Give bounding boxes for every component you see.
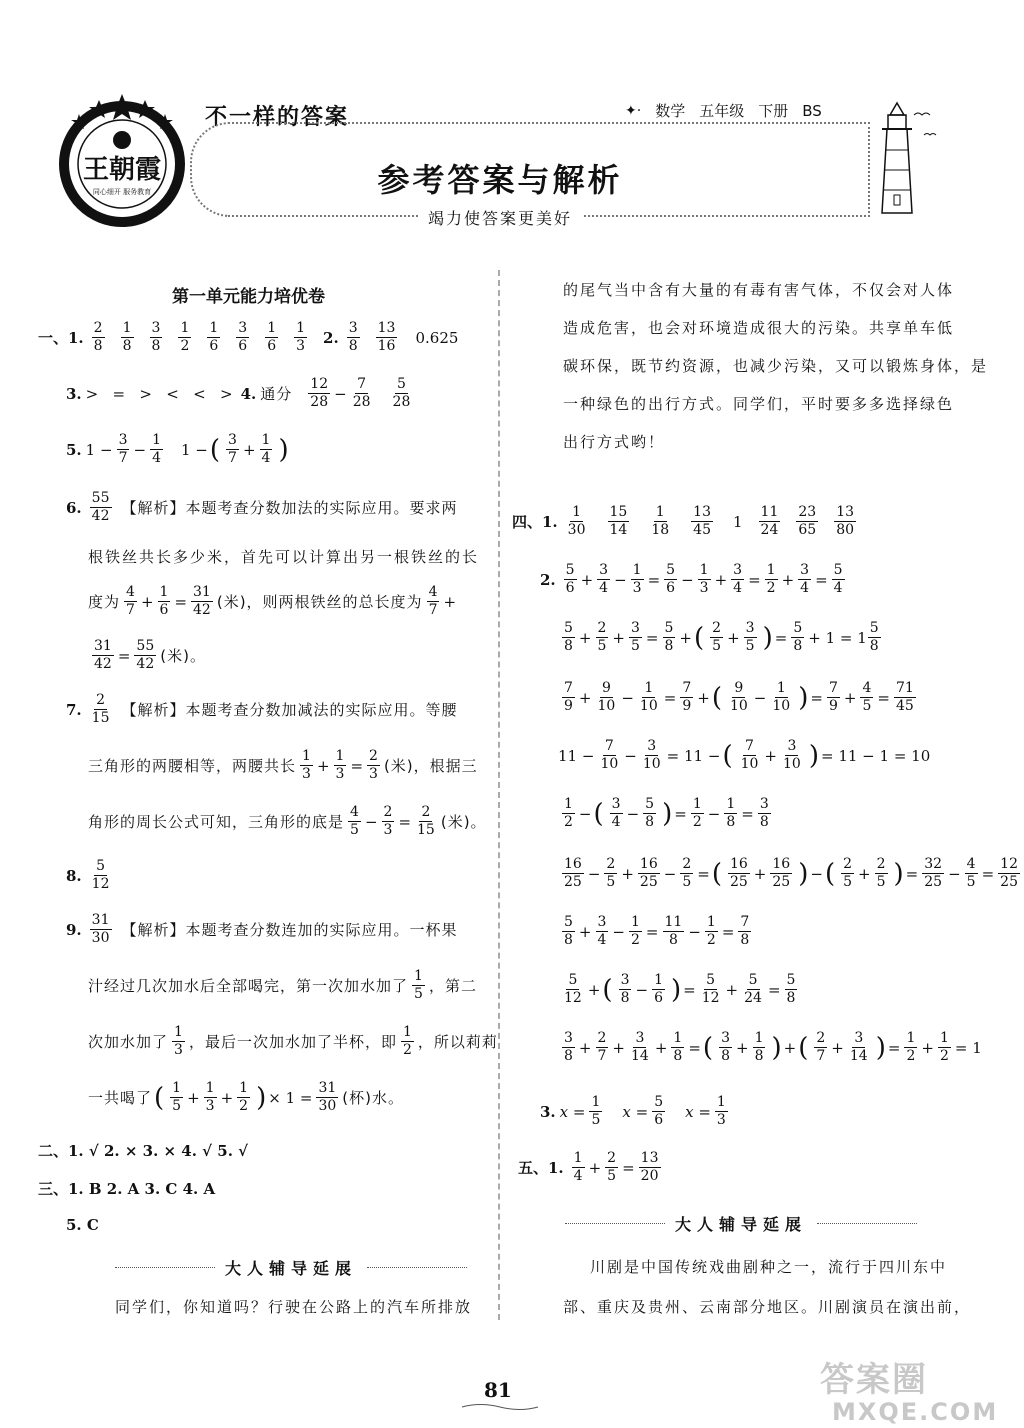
page-title: 参考答案与解析 bbox=[377, 161, 623, 199]
edition: BS bbox=[802, 101, 822, 120]
answer-4-2-eq8: $\frac{5}{12}$ + ( $\frac{3}{8}$ − $\frac{1}{6}$ ) = $\frac{5}{12}$ + $\frac{5}{24}$ = $\frac{5}{8}$ bbox=[564, 972, 796, 1006]
right-para-line-5: 出行方式哟！ bbox=[563, 433, 666, 451]
logo-text: 王朝霞 bbox=[82, 155, 162, 185]
answer-4-2-eq1: 2. $\frac{5}{6}$ + $\frac{3}{4}$ − $\frac{1}{3}$ = $\frac{5}{6}$ − $\frac{1}{3}$ + $\frac{3}{4}$ = $\frac{1}{2}$ + $\frac{3}{4}$ = $\frac{5}{4}$ bbox=[540, 562, 843, 596]
right-para-line-3: 碳环保，既节约资源，也减少污染，又可以锻炼身体，是 bbox=[563, 357, 989, 375]
extension-text-left: 同学们，你知道吗？行驶在公路上的汽车所排放 bbox=[115, 1298, 473, 1316]
answer-5-1: 五、1. $\frac{1}{4}$ + $\frac{2}{5}$ = $\frac{13}{20}$ bbox=[518, 1150, 659, 1184]
answer-4-2-eq9: $\frac{3}{8}$ + $\frac{2}{7}$ + $\frac{3}{14}$ + $\frac{1}{8}$ = ( $\frac{3}{8}$ + $\frac{1}{8}$ ) + ( $\frac{2}{7}$ + $\frac{3}{14}$ ) = $\frac{1}{2}$ + $\frac{1}{2}$ = 1 bbox=[564, 1030, 982, 1064]
extension-text-right-1: 川剧是中国传统戏曲剧种之一，流行于四川东中 bbox=[590, 1258, 948, 1276]
right-para-line-4: 一种绿色的出行方式。同学们，平时要多多选择绿色 bbox=[563, 395, 955, 413]
answer-1-7-line2: 三角形的两腰相等，两腰共长 $\frac{1}{3}$ + $\frac{1}{3}$ = $\frac{2}{3}$ (米)，根据三 bbox=[88, 748, 478, 782]
extension-heading-right: 大人辅导延展 bbox=[565, 1212, 917, 1235]
extension-heading-left: 大人辅导延展 bbox=[115, 1256, 467, 1279]
watermark-url: MXQE.COM bbox=[832, 1398, 999, 1426]
answer-4-2-eq5: $\frac{1}{2}$ − ( $\frac{3}{4}$ − $\frac{5}{8}$ ) = $\frac{1}{2}$ − $\frac{1}{8}$ = $\frac{3}{8}$ bbox=[564, 796, 769, 830]
watermark-logo-text: 答案圈 bbox=[820, 1360, 928, 1400]
book-meta bbox=[625, 100, 822, 121]
answer-section-3: 三、1. B 2. A 3. C 4. A bbox=[38, 1180, 216, 1198]
answer-4-2-eq3: $\frac{7}{9}$ + $\frac{9}{10}$ − $\frac{1}{10}$ = $\frac{7}{9}$ + ( $\frac{9}{10}$ − $\frac{1}{10}$ ) = $\frac{7}{9}$ + $\frac{4}{5}$ = $\frac{71}{45}$ bbox=[564, 680, 914, 714]
sparkle-icon: ✦· bbox=[625, 102, 642, 119]
section-title-unit1: 第一单元能力培优卷 bbox=[172, 287, 325, 307]
grade: 五年级 bbox=[699, 102, 745, 120]
volume: 下册 bbox=[758, 102, 789, 120]
answer-4-2-eq4: 11 − $\frac{7}{10}$ − $\frac{3}{10}$ = 11 − ( $\frac{7}{10}$ + $\frac{3}{10}$ ) = 11 − 1 = 10 bbox=[558, 738, 931, 772]
page-number-ornament bbox=[460, 1402, 540, 1412]
answer-1-9-line2: 汁经过几次加水后全部喝完，第一次加水加了 $\frac{1}{5}$ ，第二 bbox=[88, 968, 477, 1002]
right-para-line-1: 的尾气当中含有大量的有毒有害气体，不仅会对人体 bbox=[563, 281, 955, 299]
answer-section-3-5: 5. C bbox=[66, 1216, 99, 1234]
answer-1-6-line4: $\frac{31}{42}$ = $\frac{55}{42}$ (米)。 bbox=[94, 638, 206, 672]
extension-text-right-2: 部、重庆及贵州、云南部分地区。川剧演员在演出前， bbox=[563, 1298, 972, 1316]
column-divider bbox=[498, 270, 500, 1320]
right-para-line-2: 造成危害，也会对环境造成很大的污染。共享单车低 bbox=[563, 319, 955, 337]
answer-1-7: 7. $\frac{2}{15}$ 【解析】本题考查分数加减法的实际应用。等腰 bbox=[66, 692, 458, 726]
answer-1-7-line3: 角形的周长公式可知，三角形的底是 $\frac{4}{5}$ − $\frac{2}{3}$ = $\frac{2}{15}$ (米)。 bbox=[88, 804, 487, 838]
answer-1-8: 8. $\frac{5}{12}$ bbox=[66, 858, 110, 892]
answer-4-3: 3. x = $\frac{1}{5}$ x = $\frac{5}{6}$ x = $\frac{1}{3}$ bbox=[540, 1094, 726, 1128]
subject: 数学 bbox=[655, 102, 686, 120]
lighthouse-icon bbox=[852, 95, 942, 220]
answer-1-1: 一、1. $\frac{2}{8}$ $\frac{1}{8}$ $\frac{3}{8}$ $\frac{1}{2}$ $\frac{1}{6}$ $\frac{3}{6}$ $\frac{1}{6}$ $\frac{1}{3}$ 2. $\frac{3}{8}$ $\frac{13}{16}$ 0.625 bbox=[38, 320, 459, 354]
answer-4-2-eq6: $\frac{16}{25}$ − $\frac{2}{5}$ + $\frac{16}{25}$ − $\frac{2}{5}$ = ( $\frac{16}{25}$ + $\frac{16}{25}$ ) − ( $\frac{2}{5}$ + $\frac{2}{5}$ ) = $\frac{32}{25}$ − $\frac{4}{5}$ = $\frac{12}{25}$ bbox=[564, 856, 1018, 890]
answer-1-9-line3: 次加水加了 $\frac{1}{3}$ ，最后一次加水加了半杯，即 $\frac{1}{2}$ ，所以莉莉 bbox=[88, 1024, 498, 1058]
answer-1-6-line3: 度为 $\frac{4}{7}$ + $\frac{1}{6}$ = $\frac{31}{42}$ (米)，则两根铁丝的总长度为 $\frac{4}{7}$ + bbox=[88, 584, 457, 618]
tagline: 不一样的答案 bbox=[205, 105, 350, 130]
answer-1-9-line4: 一共喝了 ( $\frac{1}{5}$ + $\frac{1}{3}$ + $\frac{1}{2}$ ) × 1 = $\frac{31}{30}$ (杯)水。 bbox=[88, 1080, 405, 1114]
answer-1-5: 5. 1 − $\frac{3}{7}$ − $\frac{1}{4}$ 1 − ( $\frac{3}{7}$ + $\frac{1}{4}$ ) bbox=[66, 432, 289, 466]
page-subtitle: 竭力使答案更美好 bbox=[0, 206, 1000, 229]
answer-1-6-line2: 根铁丝共长多少米，首先可以计算出另一根铁丝的长 bbox=[88, 548, 480, 566]
answer-1-3: 3. > = > < < > 4. 通分 $\frac{12}{28}$ − $\frac{7}{28}$ $\frac{5}{28}$ bbox=[66, 376, 411, 410]
svg-text:同心细开 服务教育: 同心细开 服务教育 bbox=[92, 188, 152, 196]
page-number: 81 bbox=[484, 1378, 512, 1402]
answer-4-1: 四、1. $\frac{1}{30}$ $\frac{15}{14}$ $\frac{1}{18}$ $\frac{13}{45}$ 1 $\frac{11}{24}$ $\frac{23}{65}$ $\frac{13}{80}$ bbox=[512, 504, 855, 538]
answer-1-9: 9. $\frac{31}{30}$ 【解析】本题考查分数连加的实际应用。一杯果 bbox=[66, 912, 458, 946]
answer-section-2: 二、1. √ 2. × 3. × 4. √ 5. √ bbox=[38, 1142, 249, 1160]
answer-1-6: 6. $\frac{55}{42}$ 【解析】本题考查分数加法的实际应用。要求两 bbox=[66, 490, 458, 524]
answer-4-2-eq7: $\frac{5}{8}$ + $\frac{3}{4}$ − $\frac{1}{2}$ = $\frac{11}{8}$ − $\frac{1}{2}$ = $\frac{7}{8}$ bbox=[564, 914, 750, 948]
answer-4-2-eq2: $\frac{5}{8}$ + $\frac{2}{5}$ + $\frac{3}{5}$ = $\frac{5}{8}$ + ( $\frac{2}{5}$ + $\frac{3}{5}$ ) = $\frac{5}{8}$ + 1 = 1 $\frac{5}{8}$ bbox=[564, 620, 879, 654]
